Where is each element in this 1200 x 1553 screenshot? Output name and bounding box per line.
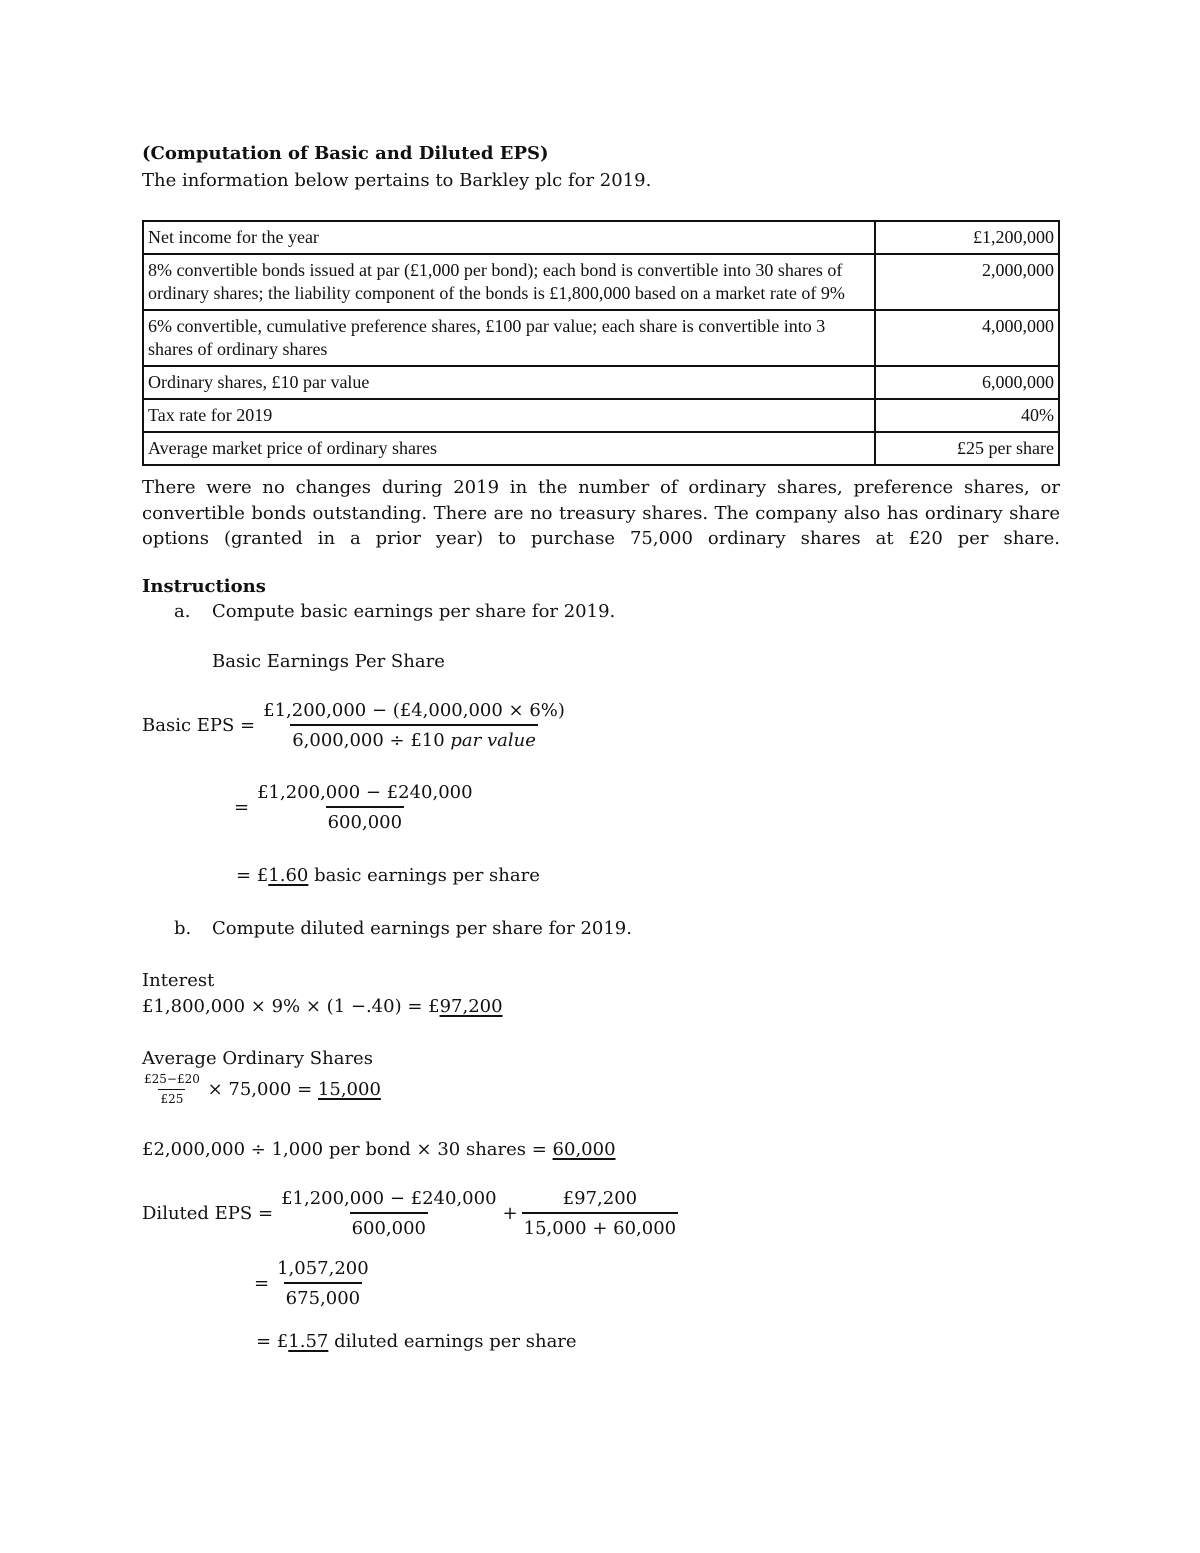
avg-shares-label: Average Ordinary Shares bbox=[142, 1048, 373, 1069]
fraction-denominator: 675,000 bbox=[284, 1282, 362, 1309]
diluted-eps-value: 1.57 bbox=[288, 1331, 329, 1352]
bond-shares-calculation bbox=[142, 1139, 616, 1160]
avg-shares-fraction bbox=[142, 1072, 202, 1106]
basic-eps-result bbox=[236, 865, 540, 886]
table-cell-desc: Ordinary shares, £10 par value bbox=[143, 366, 875, 399]
result-suffix: basic earnings per share bbox=[308, 865, 540, 886]
table-row bbox=[143, 310, 1059, 366]
fraction-denominator: £25 bbox=[158, 1089, 185, 1106]
denominator-italic-text: par value bbox=[450, 730, 536, 751]
fraction-denominator: 600,000 bbox=[326, 806, 404, 833]
instructions-title: Instructions bbox=[142, 576, 266, 597]
table-cell-desc: Net income for the year bbox=[143, 221, 875, 254]
diluted-eps-label: Diluted EPS = bbox=[142, 1203, 274, 1224]
table-cell-value: 2,000,000 bbox=[875, 254, 1059, 310]
instruction-b-text: Compute diluted earnings per share for 2019. bbox=[212, 918, 632, 939]
interest-calc-text: £1,800,000 × 9% × (1 −.40) = £ bbox=[142, 996, 440, 1017]
fraction-numerator: £1,200,000 − £240,000 bbox=[257, 782, 473, 803]
fraction-numerator: £97,200 bbox=[562, 1188, 638, 1209]
diluted-eps-fraction-2 bbox=[522, 1188, 679, 1239]
result-suffix: diluted earnings per share bbox=[328, 1331, 577, 1352]
table-row bbox=[143, 366, 1059, 399]
table-cell-desc: 8% convertible bonds issued at par (£1,000 per bond); each bond is convertible into 30 shares of ordinary shares; the liability component of the bonds is £1,800,000 based on a market rate of 9% bbox=[143, 254, 875, 310]
interest-result: 97,200 bbox=[439, 996, 503, 1017]
fraction-denominator: 600,000 bbox=[350, 1212, 428, 1239]
table-row bbox=[143, 254, 1059, 310]
bond-shares-result: 60,000 bbox=[552, 1139, 616, 1160]
basic-eps-label: Basic EPS = bbox=[142, 715, 256, 736]
basic-eps-step2 bbox=[234, 782, 475, 833]
diluted-eps-fraction-3 bbox=[275, 1258, 371, 1309]
instruction-a-marker: a. bbox=[174, 601, 191, 622]
basic-eps-fraction bbox=[261, 700, 567, 751]
diluted-eps-fraction-1 bbox=[279, 1188, 498, 1239]
avg-calc-text: × 75,000 = bbox=[201, 1078, 318, 1100]
fraction-numerator: £1,200,000 − (£4,000,000 × 6%) bbox=[263, 700, 565, 721]
diluted-eps-formula bbox=[142, 1188, 678, 1239]
equals-sign: = bbox=[234, 797, 250, 818]
fraction-numerator: £25−£20 bbox=[144, 1072, 200, 1086]
result-prefix: = £ bbox=[256, 1331, 289, 1352]
document-heading: (Computation of Basic and Diluted EPS) bbox=[142, 143, 549, 164]
intro-text: The information below pertains to Barkley plc for 2019. bbox=[142, 170, 652, 191]
table-cell-value: 4,000,000 bbox=[875, 310, 1059, 366]
fraction-denominator bbox=[290, 724, 538, 751]
basic-eps-fraction-2 bbox=[255, 782, 474, 833]
fraction-numerator: £1,200,000 − £240,000 bbox=[281, 1188, 497, 1209]
table-cell-value: £1,200,000 bbox=[875, 221, 1059, 254]
basic-eps-heading: Basic Earnings Per Share bbox=[212, 651, 445, 672]
table-cell-value: 6,000,000 bbox=[875, 366, 1059, 399]
table-cell-desc: 6% convertible, cumulative preference shares, £100 par value; each share is convertible into 3 shares of ordinary shares bbox=[143, 310, 875, 366]
avg-shares-calculation bbox=[142, 1072, 381, 1106]
table-row bbox=[143, 399, 1059, 432]
interest-calculation bbox=[142, 996, 503, 1017]
interest-label: Interest bbox=[142, 970, 215, 991]
table-row bbox=[143, 432, 1059, 465]
fraction-numerator: 1,057,200 bbox=[277, 1258, 369, 1279]
plus-sign: + bbox=[502, 1203, 518, 1224]
table-row bbox=[143, 221, 1059, 254]
denominator-text: 6,000,000 ÷ £10 bbox=[292, 730, 451, 751]
equals-sign: = bbox=[254, 1273, 270, 1294]
basic-eps-formula bbox=[142, 700, 567, 751]
diluted-eps-result bbox=[256, 1331, 577, 1352]
bond-calc-text: £2,000,000 ÷ 1,000 per bond × 30 shares = bbox=[142, 1139, 553, 1160]
table-cell-desc: Tax rate for 2019 bbox=[143, 399, 875, 432]
basic-eps-value: 1.60 bbox=[268, 865, 309, 886]
diluted-eps-step2 bbox=[254, 1258, 371, 1309]
fraction-denominator: 15,000 + 60,000 bbox=[522, 1212, 679, 1239]
table-cell-value: 40% bbox=[875, 399, 1059, 432]
instruction-b-marker: b. bbox=[174, 918, 192, 939]
description-paragraph: There were no changes during 2019 in the number of ordinary shares, preference shares, or convertible bonds outstanding. There are no treasury shares. The company also has ordinary share options (granted in a prior year) to purchase 75,000 ordinary shares at £20 per share. bbox=[142, 477, 1060, 549]
info-table bbox=[142, 220, 1060, 466]
table-cell-value: £25 per share bbox=[875, 432, 1059, 465]
avg-shares-result: 15,000 bbox=[317, 1078, 381, 1100]
instruction-a-text: Compute basic earnings per share for 2019. bbox=[212, 601, 616, 622]
result-prefix: = £ bbox=[236, 865, 269, 886]
table-cell-desc: Average market price of ordinary shares bbox=[143, 432, 875, 465]
